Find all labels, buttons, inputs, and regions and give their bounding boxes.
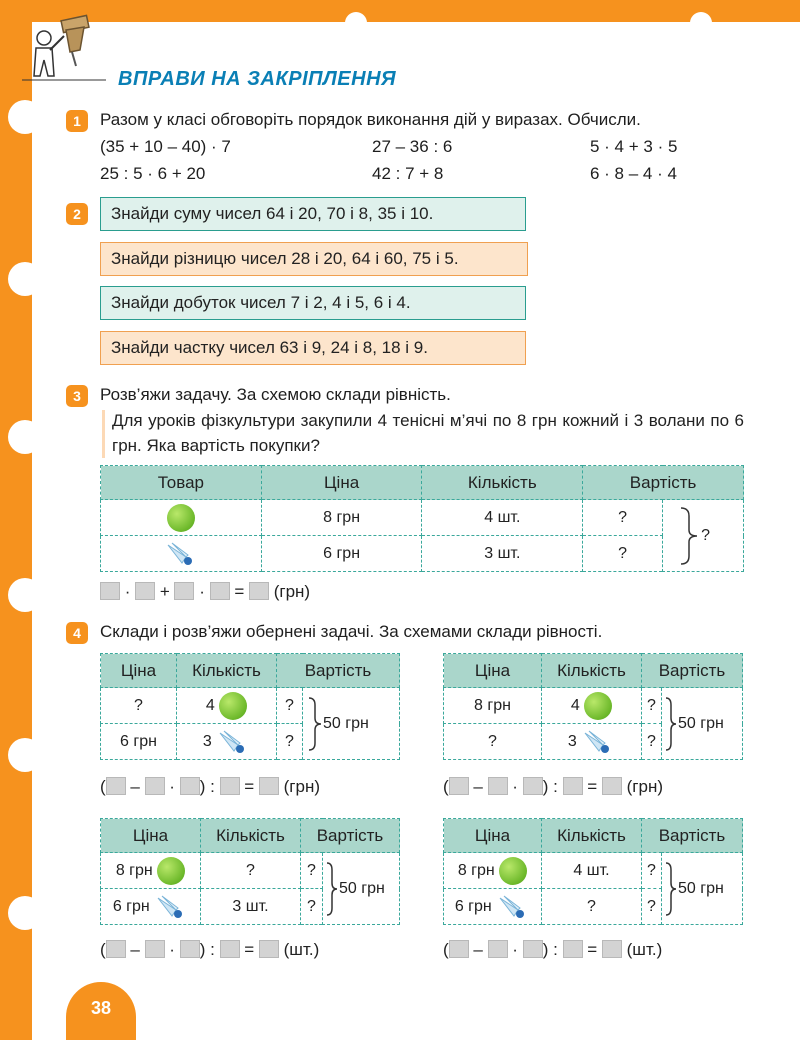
column-header: Кількість <box>201 819 301 853</box>
price-cell <box>101 889 201 925</box>
price-value: 6 грн <box>112 897 150 915</box>
cost-cell: ? <box>301 853 323 889</box>
cost-cell: ? <box>642 889 662 925</box>
quantity-cell <box>542 688 642 724</box>
answer-box[interactable] <box>449 777 469 795</box>
price-value: 6 грн <box>454 897 492 915</box>
answer-box[interactable] <box>259 940 279 958</box>
page-number: 38 <box>66 982 136 1040</box>
answer-box[interactable] <box>220 940 240 958</box>
price-cell: 8 грн <box>261 500 422 536</box>
answer-box[interactable] <box>563 940 583 958</box>
curly-brace-icon <box>679 506 701 566</box>
tennis-ball-icon <box>157 857 185 885</box>
expression-2: 27 – 36 : 6 <box>372 137 453 156</box>
total-cell <box>662 853 743 925</box>
column-header: Вартість <box>277 654 400 688</box>
cost-cell: ? <box>642 688 662 724</box>
answer-box[interactable] <box>449 940 469 958</box>
quantity-cell <box>542 724 642 760</box>
shuttlecock-icon <box>581 729 615 755</box>
problem-accent-bar <box>102 410 105 458</box>
quantity-cell: 4 шт. <box>422 500 583 536</box>
thumbtack-figure-icon <box>14 10 114 90</box>
task3-problem-text: Для уроків фізкультури закупили 4 тенісні м’ячі по 8 грн кожний і 3 волани по 6 грн. Яка вартість покупки? <box>112 411 744 455</box>
task4-formula-3: ( – · ) : = (шт.) <box>100 940 320 959</box>
expression-1: (35 + 10 – 40) · 7 <box>100 137 231 156</box>
quantity-cell: 3 шт. <box>422 536 583 572</box>
column-header: Товар <box>101 466 262 500</box>
left-frame-bar <box>0 0 32 1040</box>
answer-box[interactable] <box>488 777 508 795</box>
task4-formula-2: ( – · ) : = (грн) <box>443 777 664 796</box>
total-cell <box>323 853 400 925</box>
binder-hole <box>8 100 42 134</box>
table-row <box>101 500 744 536</box>
column-header: Вартість <box>642 819 743 853</box>
quantity-value: 3 <box>567 732 577 750</box>
quantity-cell: ? <box>201 853 301 889</box>
total-question: ? <box>701 526 710 544</box>
answer-box[interactable] <box>180 940 200 958</box>
task3-table <box>100 465 744 572</box>
shuttlecock-icon <box>164 541 198 567</box>
answer-box[interactable] <box>106 940 126 958</box>
price-cell <box>444 853 542 889</box>
answer-box[interactable] <box>488 940 508 958</box>
price-cell: ? <box>444 724 542 760</box>
task4-formula-4: ( – · ) : = (шт.) <box>443 940 663 959</box>
expression-6: 6 · 8 – 4 · 4 <box>590 164 677 183</box>
curly-brace-icon <box>325 861 339 917</box>
binder-hole <box>690 12 712 34</box>
cost-cell: ? <box>583 536 663 572</box>
task-number-4: 4 <box>66 622 88 644</box>
column-header: Ціна <box>444 819 542 853</box>
task4-table-4 <box>443 818 743 925</box>
task2-box-quotient: Знайди частку чисел 63 і 9, 24 і 8, 18 і 9. <box>100 331 526 365</box>
answer-box[interactable] <box>563 777 583 795</box>
answer-box[interactable] <box>210 582 230 600</box>
cost-cell: ? <box>301 889 323 925</box>
column-header: Кількість <box>422 466 583 500</box>
task-number-1: 1 <box>66 110 88 132</box>
task2-box-sum: Знайди суму чисел 64 і 20, 70 і 8, 35 і 10. <box>100 197 526 231</box>
task2-box-product: Знайди добуток чисел 7 і 2, 4 і 5, 6 і 4. <box>100 286 526 320</box>
curly-brace-icon <box>664 696 678 752</box>
quantity-cell: 3 шт. <box>201 889 301 925</box>
quantity-value: 4 <box>570 696 580 714</box>
formula-unit: (грн) <box>283 777 321 796</box>
section-header <box>14 10 414 90</box>
task-number-2: 2 <box>66 203 88 225</box>
total-cell <box>663 500 744 572</box>
column-header: Ціна <box>261 466 422 500</box>
answer-box[interactable] <box>523 777 543 795</box>
quantity-cell <box>177 688 277 724</box>
shuttlecock-icon <box>216 729 250 755</box>
cost-cell: ? <box>277 724 303 760</box>
price-value: 8 грн <box>457 861 495 879</box>
answer-box[interactable] <box>220 777 240 795</box>
table-row <box>101 536 744 572</box>
total-cell <box>303 688 400 760</box>
quantity-cell <box>177 724 277 760</box>
total-cell <box>662 688 743 760</box>
cost-cell: ? <box>642 724 662 760</box>
answer-box[interactable] <box>249 582 269 600</box>
cost-cell: ? <box>642 853 662 889</box>
table-row <box>101 853 400 889</box>
tennis-ball-icon <box>219 692 247 720</box>
answer-box[interactable] <box>145 940 165 958</box>
cost-cell: ? <box>277 688 303 724</box>
tennis-ball-icon <box>499 857 527 885</box>
binder-hole <box>8 896 42 930</box>
column-header: Вартість <box>583 466 744 500</box>
answer-box[interactable] <box>174 582 194 600</box>
column-header: Ціна <box>101 819 201 853</box>
binder-hole <box>8 738 42 772</box>
answer-box[interactable] <box>602 777 622 795</box>
column-header: Ціна <box>101 654 177 688</box>
column-header: Ціна <box>444 654 542 688</box>
binder-hole <box>8 578 42 612</box>
formula-unit: (грн) <box>273 582 311 601</box>
answer-box[interactable] <box>602 940 622 958</box>
cost-cell: ? <box>583 500 663 536</box>
task4-table-3 <box>100 818 400 925</box>
total-value: 50 грн <box>678 714 724 732</box>
answer-box[interactable] <box>259 777 279 795</box>
task-number-3: 3 <box>66 385 88 407</box>
answer-box[interactable] <box>145 777 165 795</box>
binder-hole <box>8 420 42 454</box>
price-cell: ? <box>101 688 177 724</box>
quantity-value: 4 <box>205 696 215 714</box>
task4-table-2 <box>443 653 743 760</box>
expression-3: 5 · 4 + 3 · 5 <box>590 137 678 156</box>
price-value: 8 грн <box>115 861 153 879</box>
answer-box[interactable] <box>100 582 120 600</box>
table-row <box>444 688 743 724</box>
column-header: Кількість <box>542 654 642 688</box>
formula-unit: (грн) <box>626 777 664 796</box>
item-cell <box>101 500 262 536</box>
quantity-cell: ? <box>542 889 642 925</box>
formula-unit: (шт.) <box>626 940 663 959</box>
binder-hole <box>8 262 42 296</box>
price-cell: 6 грн <box>261 536 422 572</box>
price-cell: 6 грн <box>101 724 177 760</box>
column-header: Вартість <box>301 819 400 853</box>
task4-table-1 <box>100 653 400 760</box>
answer-box[interactable] <box>523 940 543 958</box>
task2-box-difference: Знайди різницю чисел 28 і 20, 64 і 60, 75 і 5. <box>100 242 528 276</box>
column-header: Вартість <box>642 654 743 688</box>
task4-instruction: Склади і розв’яжи обернені задачі. За схемами склади рівності. <box>100 622 603 641</box>
column-header: Кількість <box>542 819 642 853</box>
task4-formula-1: ( – · ) : = (грн) <box>100 777 321 796</box>
expression-5: 42 : 7 + 8 <box>372 164 444 183</box>
item-cell <box>101 536 262 572</box>
answer-box[interactable] <box>180 777 200 795</box>
task3-formula: · + · = (грн) <box>100 582 310 602</box>
expression-4: 25 : 5 · 6 + 20 <box>100 164 206 183</box>
total-value: 50 грн <box>339 879 385 897</box>
task3-instruction: Розв’яжи задачу. За схемою склади рівність. <box>100 385 451 404</box>
section-title: ВПРАВИ НА ЗАКРІПЛЕННЯ <box>118 68 397 90</box>
total-value: 50 грн <box>678 879 724 897</box>
tennis-ball-icon <box>584 692 612 720</box>
price-cell <box>101 853 201 889</box>
shuttlecock-icon <box>154 894 188 920</box>
table-row <box>101 688 400 724</box>
curly-brace-icon <box>664 861 678 917</box>
table-row <box>444 853 743 889</box>
price-cell <box>444 889 542 925</box>
tennis-ball-icon <box>167 504 195 532</box>
curly-brace-icon <box>307 696 323 752</box>
column-header: Кількість <box>177 654 277 688</box>
price-cell: 8 грн <box>444 688 542 724</box>
answer-box[interactable] <box>106 777 126 795</box>
formula-unit: (шт.) <box>283 940 320 959</box>
shuttlecock-icon <box>496 894 530 920</box>
answer-box[interactable] <box>135 582 155 600</box>
quantity-cell: 4 шт. <box>542 853 642 889</box>
quantity-value: 3 <box>202 732 212 750</box>
total-value: 50 грн <box>323 714 369 732</box>
task1-instruction: Разом у класі обговоріть порядок виконання дій у виразах. Обчисли. <box>100 110 641 129</box>
